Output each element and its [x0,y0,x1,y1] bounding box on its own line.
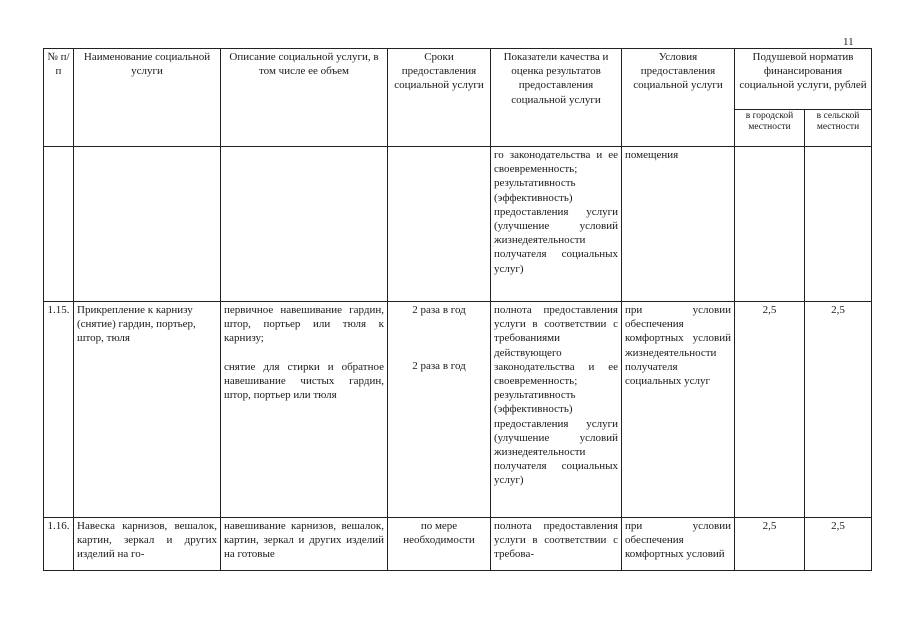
row-description-2: снятие для стирки и обратное навешивание чистых гардин, штор, портьер или тюля [224,360,384,402]
row-conditions: при условии обеспечения комфортных условий жизнедеятельности получателя социальных услуг [622,302,735,518]
row-terms-2: 2 раза в год [412,360,466,373]
row-num: 1.16. [44,518,74,571]
header-row [44,49,872,110]
row-urban: 2,5 [735,302,805,518]
row-num: 1.15. [44,302,74,518]
row-quality: полнота предоставления услуги в соответствии с требова- [491,518,622,571]
table-row [44,147,872,302]
row-terms [388,147,491,302]
page-number: 11 [843,36,854,48]
row-terms: по мере необходимости [388,518,491,571]
row-conditions: помещения [622,147,735,302]
header-description: Описание социальной услуги, в том числе ее объем [221,49,388,147]
row-description: первичное навешивание гардин, штор, портьер или тюля к карнизу; [224,304,384,345]
header-num: № п/п [44,49,74,147]
row-rural [805,147,872,302]
row-urban [735,147,805,302]
row-name [74,147,221,302]
row-conditions: при условии обеспечения комфортных условий [622,518,735,571]
header-rural: в сельской местности [805,110,872,147]
row-name: Навеска карнизов, вешалок, картин, зеркал и других изделий на го- [74,518,221,571]
row-quality: го законодательства и ее своевременность; результативность (эффективность) предоставления услуги (улучшение условий жизнедеятельности получателя социальных услуг) [491,147,622,302]
header-terms: Сроки предоставления социальной услуги [388,49,491,147]
row-description: навешивание карнизов, вешалок, картин, зеркал и других изделий на готовые [221,518,388,571]
row-num [44,147,74,302]
row-quality: полнота предоставления услуги в соответствии с требованиями действующего законодательства и ее своевременность; результативность (эффективность) предоставления услуги (улучшение условий жизнедеятельности получателя социальных услуг) [491,302,622,518]
social-services-table [43,48,872,571]
header-norm: Подушевой норматив финансирования социальной услуги, рублей [735,49,872,110]
row-terms-cell [388,302,491,518]
row-description-cell [221,302,388,518]
row-name: Прикрепление к карнизу (снятие) гардин, портьер, штор, тюля [74,302,221,518]
row-terms: 2 раза в год [412,304,466,316]
header-conditions: Условия предоставления социальной услуги [622,49,735,147]
table-row [44,302,872,518]
row-description [221,147,388,302]
header-quality: Показатели качества и оценка результатов предоставления социальной услуги [491,49,622,147]
header-urban: в городской местности [735,110,805,147]
table-row [44,518,872,571]
row-urban: 2,5 [735,518,805,571]
row-rural: 2,5 [805,302,872,518]
row-rural: 2,5 [805,518,872,571]
header-name: Наименование социальной услуги [74,49,221,147]
